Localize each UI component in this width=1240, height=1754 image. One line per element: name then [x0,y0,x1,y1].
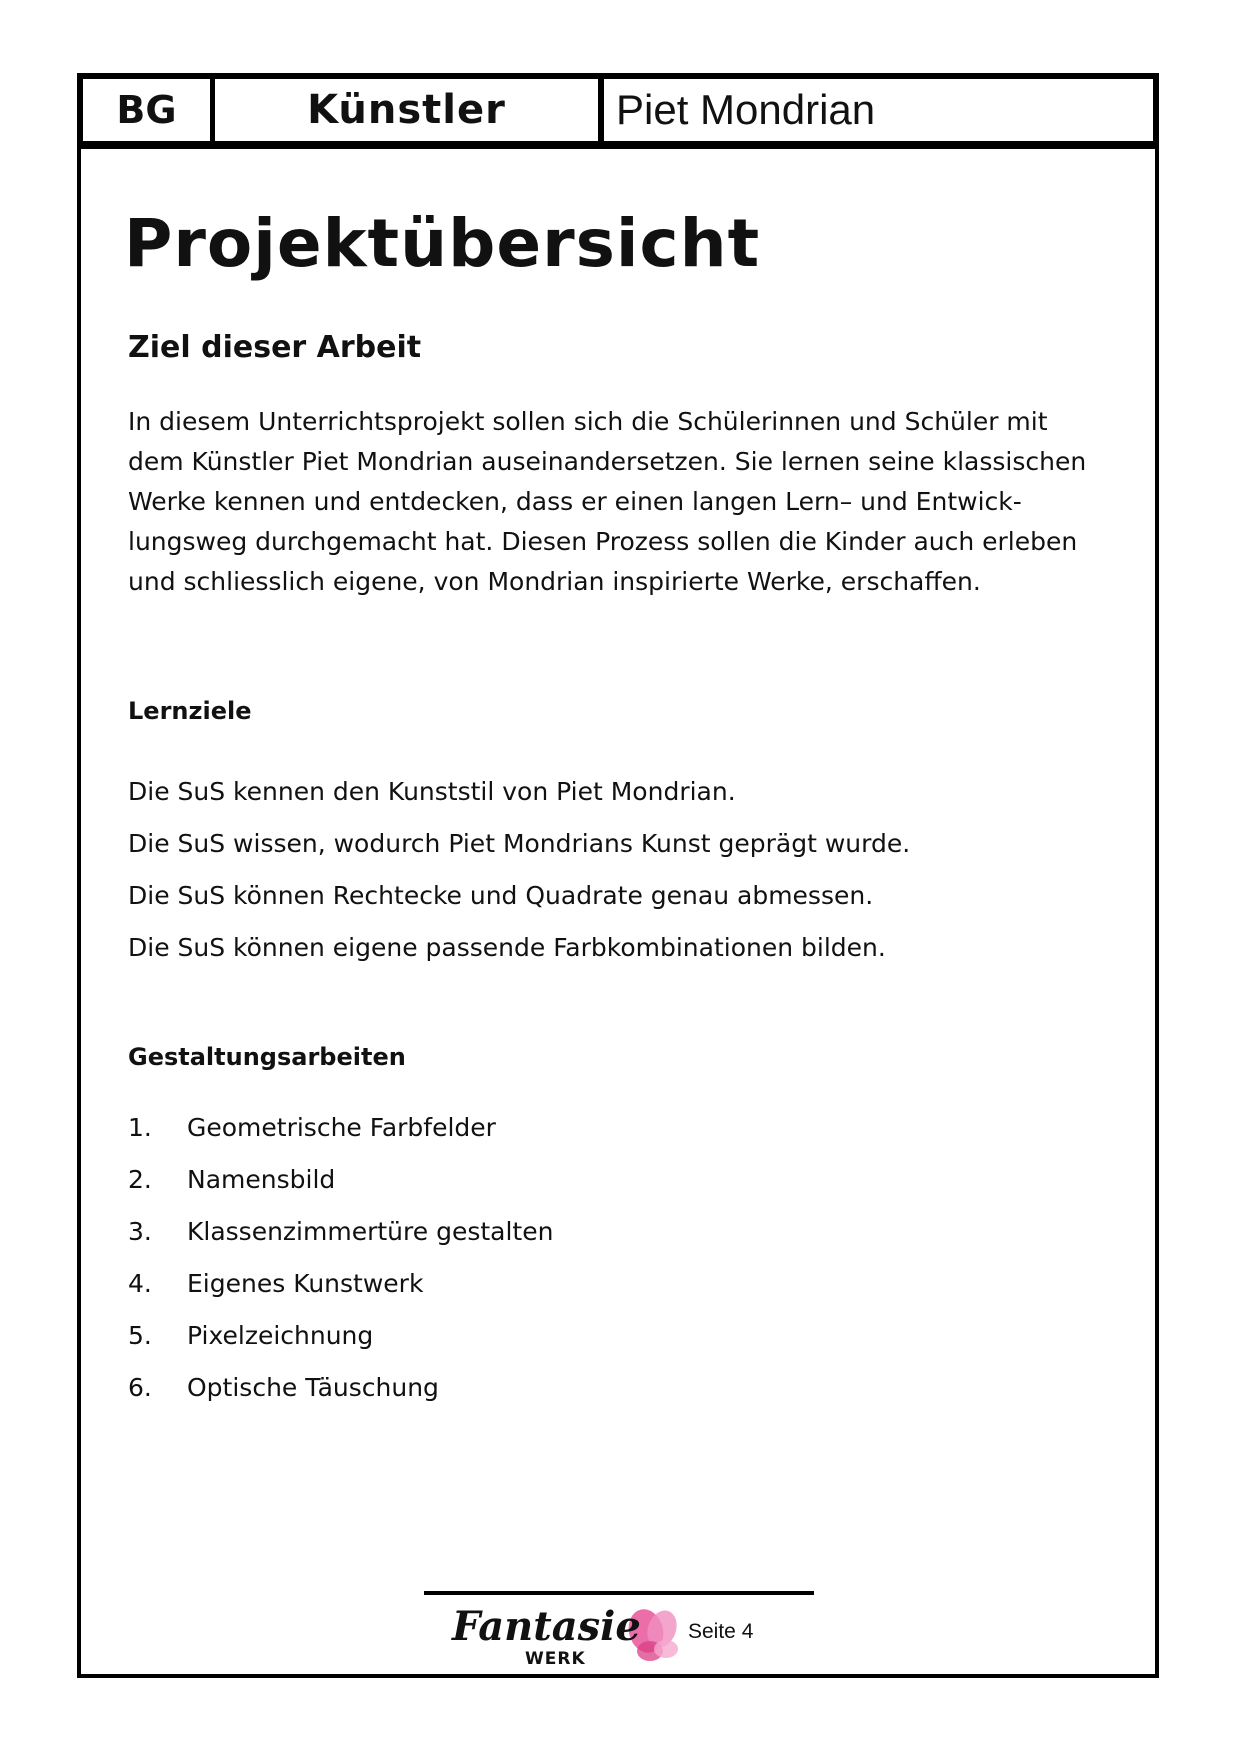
publisher-logo [452,1603,692,1673]
item-number: 3. [128,1217,152,1246]
goal-line: lungsweg durchgemacht hat. Diesen Prozess sollen die Kinder auch erleben [128,527,1078,556]
header-table [77,73,1159,149]
list-item: Die SuS können Rechtecke und Quadrate genau abmessen. [128,881,874,910]
header-subject: Künstler [210,73,598,145]
item-label: Optische Täuschung [187,1373,439,1402]
item-number: 6. [128,1373,152,1402]
item-label: Namensbild [187,1165,336,1194]
list-item: Die SuS wissen, wodurch Piet Mondrians Kunst geprägt wurde. [128,829,911,858]
list-item: Die SuS können eigene passende Farbkombinationen bilden. [128,933,886,962]
list-item: Die SuS kennen den Kunststil von Piet Mondrian. [128,777,736,806]
list-item [128,1206,553,1258]
item-number: 5. [128,1321,152,1350]
item-label: Geometrische Farbfelder [187,1113,496,1142]
learning-goals-heading: Lernziele [128,697,252,725]
goal-heading: Ziel dieser Arbeit [128,330,422,365]
list-item [128,1362,553,1414]
list-item [128,1154,553,1206]
page-title: Projektübersicht [124,205,761,282]
design-tasks-heading: Gestaltungsarbeiten [128,1043,406,1071]
item-label: Pixelzeichnung [187,1321,374,1350]
list-item [128,1310,553,1362]
item-label: Klassenzimmertüre gestalten [187,1217,554,1246]
logo-wordmark: Fantasie [452,1603,641,1650]
logo-subtitle: WERK [525,1649,586,1669]
design-tasks-list [128,1102,553,1414]
page-number: Seite 4 [688,1620,754,1643]
item-number: 1. [128,1113,152,1142]
item-number: 4. [128,1269,152,1298]
footer-divider [424,1591,814,1595]
goal-line: In diesem Unterrichtsprojekt sollen sich die Schülerinnen und Schüler mit [128,407,1048,436]
list-item [128,1102,553,1154]
item-label: Eigenes Kunstwerk [187,1269,424,1298]
header-level: BG [77,73,210,145]
goal-line: Werke kennen und entdecken, dass er einen langen Lern– und Entwick- [128,487,1022,516]
goal-line: und schliesslich eigene, von Mondrian inspirierte Werke, erschaffen. [128,567,981,596]
goal-line: dem Künstler Piet Mondrian auseinandersetzen. Sie lernen seine klassischen [128,447,1087,476]
item-number: 2. [128,1165,152,1194]
list-item [128,1258,553,1310]
goal-paragraph [128,402,1138,602]
header-topic: Piet Mondrian [598,73,1159,145]
learning-goals-list [128,766,910,974]
